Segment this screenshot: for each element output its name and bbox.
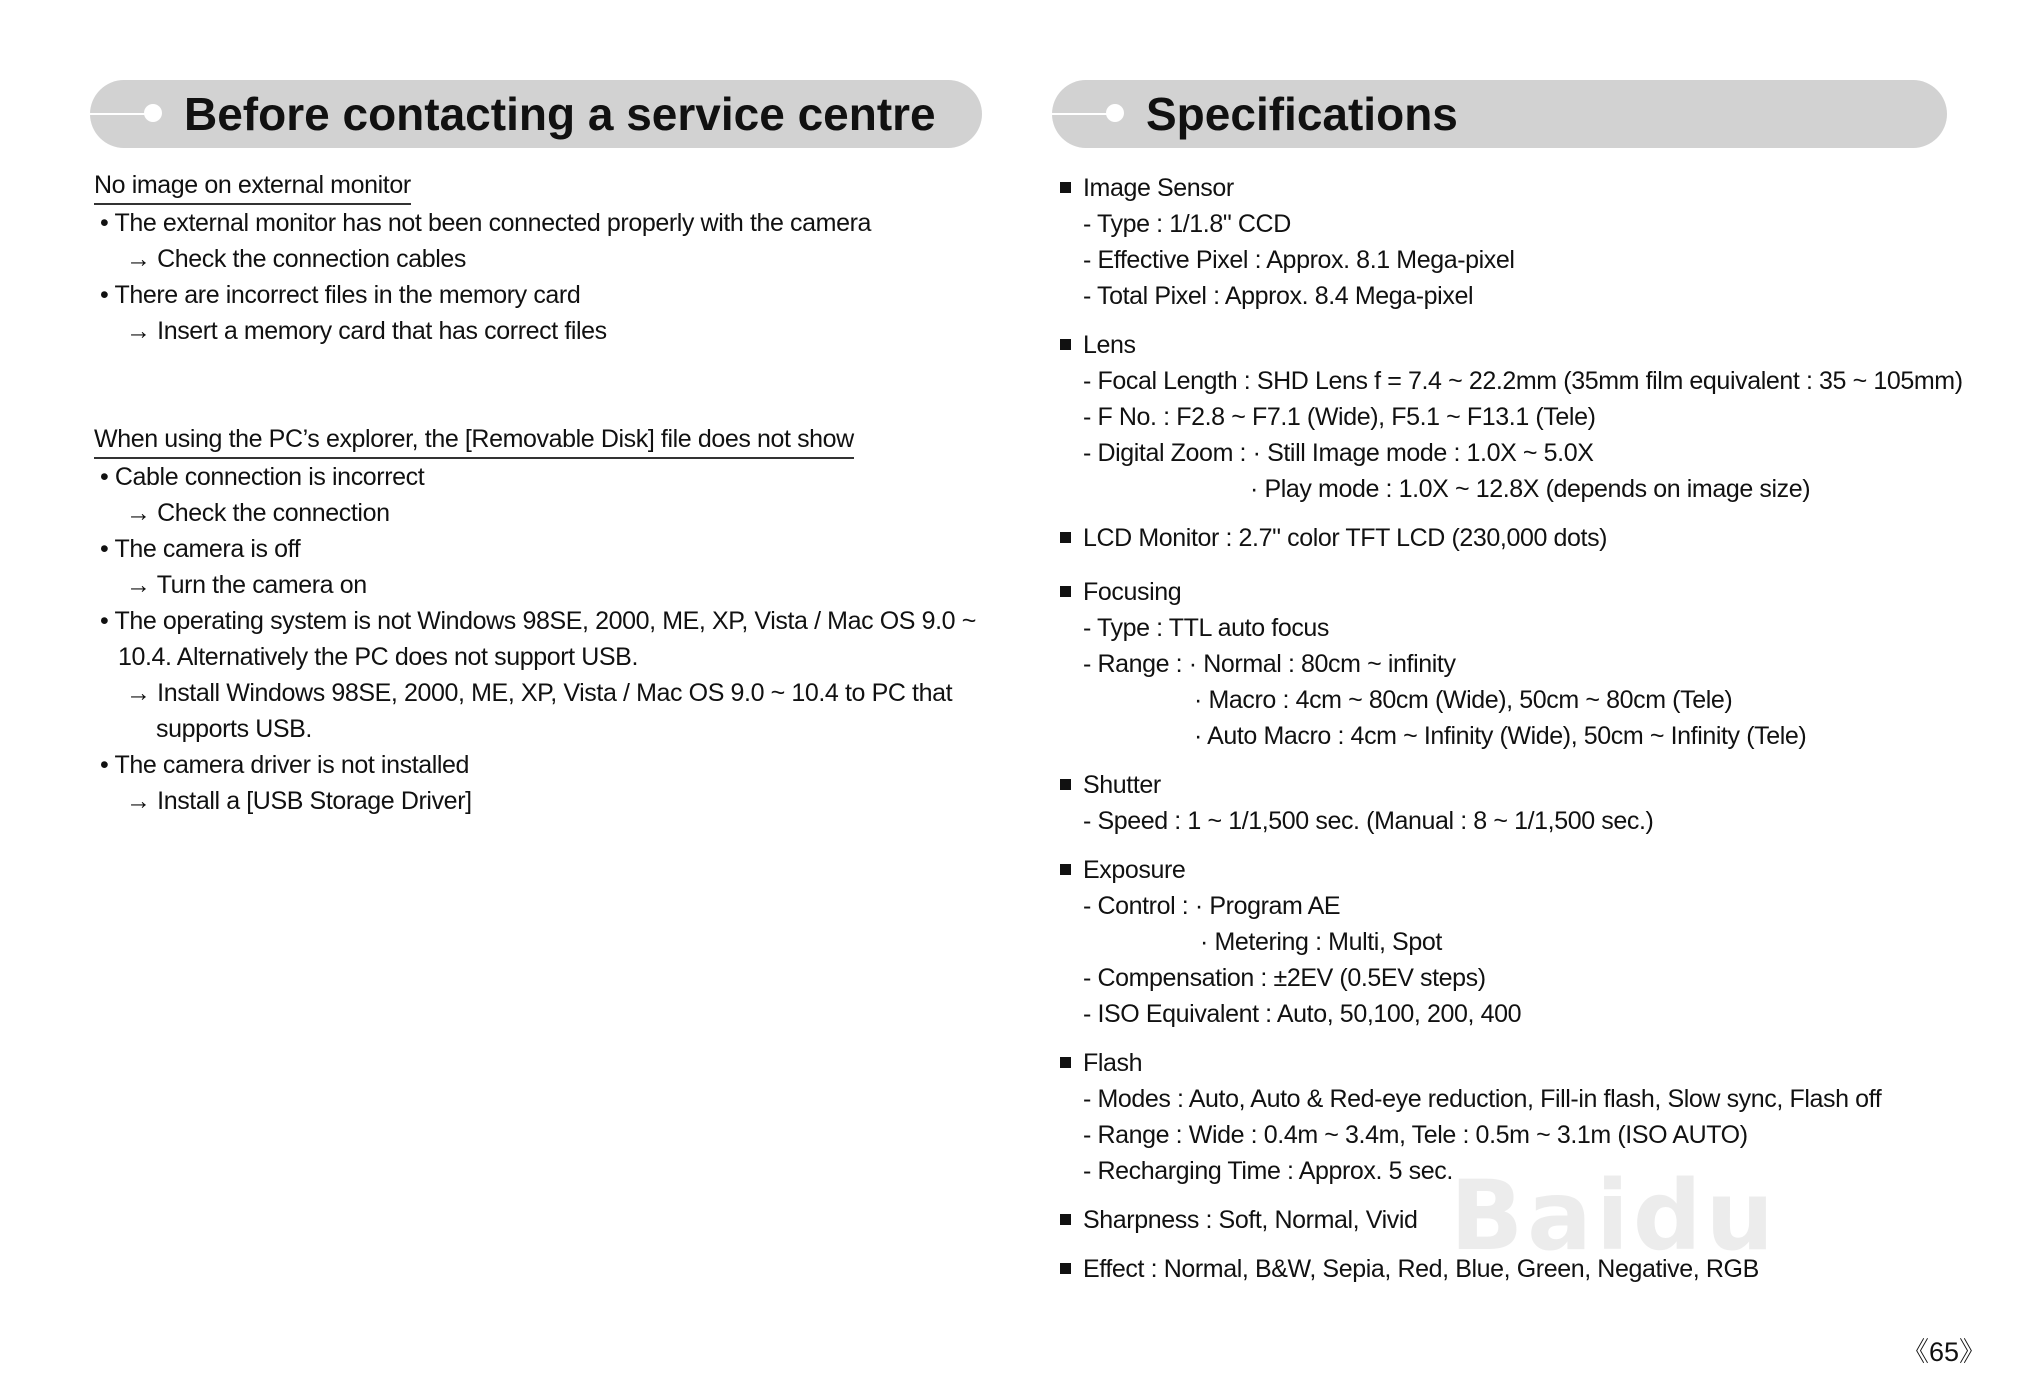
- troubleshoot-solution: → Install Windows 98SE, 2000, ME, XP, Vista / Mac OS 9.0 ~ 10.4 to PC that: [126, 679, 953, 707]
- left-header-title: Before contacting a service centre: [184, 88, 936, 140]
- troubleshoot-cause: • There are incorrect files in the memory card: [100, 281, 581, 309]
- square-bullet-icon: [1060, 1263, 1071, 1274]
- spec-line: - Total Pixel : Approx. 8.4 Mega-pixel: [1083, 282, 1474, 310]
- spec-line: - F No. : F2.8 ~ F7.1 (Wide), F5.1 ~ F13.1 (Tele): [1083, 403, 1596, 431]
- spec-line: - Effective Pixel : Approx. 8.1 Mega-pixel: [1083, 246, 1515, 274]
- troubleshoot-cause: • Cable connection is incorrect: [100, 463, 425, 491]
- troubleshoot-cause: • The external monitor has not been connected properly with the camera: [100, 209, 872, 237]
- spec-line-continued: · Metering : Multi, Spot: [1200, 928, 1442, 956]
- square-bullet-icon: [1060, 182, 1071, 193]
- spec-line: - Modes : Auto, Auto & Red-eye reduction, Fill-in flash, Slow sync, Flash off: [1083, 1085, 1882, 1113]
- spec-line: - Control : · Program AE: [1083, 892, 1341, 920]
- square-bullet-icon: [1060, 339, 1071, 350]
- spec-line: - Compensation : ±2EV (0.5EV steps): [1083, 964, 1486, 992]
- spec-title-exposure: Exposure: [1083, 856, 1186, 884]
- spec-line: - Digital Zoom : · Still Image mode : 1.0X ~ 5.0X: [1083, 439, 1594, 467]
- spec-line-continued: · Macro : 4cm ~ 80cm (Wide), 50cm ~ 80cm (Tele): [1194, 686, 1733, 714]
- troubleshoot-cause: • The camera is off: [100, 535, 301, 563]
- troubleshoot-cause: • The operating system is not Windows 98SE, 2000, ME, XP, Vista / Mac OS 9.0 ~: [100, 607, 976, 635]
- spec-line-continued: · Play mode : 1.0X ~ 12.8X (depends on image size): [1250, 475, 1811, 503]
- spec-title-focusing: Focusing: [1083, 578, 1182, 606]
- troubleshoot-solution: → Install a [USB Storage Driver]: [126, 787, 472, 815]
- spec-title-effect: Effect : Normal, B&W, Sepia, Red, Blue, Green, Negative, RGB: [1083, 1255, 1759, 1283]
- troubleshoot-solution: → Check the connection: [126, 499, 390, 527]
- spec-line: - Type : TTL auto focus: [1083, 614, 1330, 642]
- troubleshoot-title-removable-disk: When using the PC’s explorer, the [Removable Disk] file does not show: [94, 422, 854, 459]
- spec-line: - Focal Length : SHD Lens f = 7.4 ~ 22.2mm (35mm film equivalent : 35 ~ 105mm): [1083, 367, 1963, 395]
- spec-title-shutter: Shutter: [1083, 771, 1161, 799]
- troubleshoot-cause: • The camera driver is not installed: [100, 751, 470, 779]
- troubleshoot-title-external-monitor: No image on external monitor: [94, 168, 411, 205]
- troubleshoot-cause-continued: 10.4. Alternatively the PC does not support USB.: [118, 643, 638, 671]
- spec-title-sharpness: Sharpness : Soft, Normal, Vivid: [1083, 1206, 1418, 1234]
- square-bullet-icon: [1060, 1214, 1071, 1225]
- troubleshoot-solution: → Check the connection cables: [126, 245, 466, 273]
- spec-line: - Range : Wide : 0.4m ~ 3.4m, Tele : 0.5m ~ 3.1m (ISO AUTO): [1083, 1121, 1748, 1149]
- header-line-decoration: [1052, 113, 1108, 115]
- troubleshoot-solution-continued: supports USB.: [156, 715, 312, 743]
- header-dot-icon: [144, 104, 162, 122]
- spec-line: - Range : · Normal : 80cm ~ infinity: [1083, 650, 1456, 678]
- watermark-logo: Baidu: [1450, 1160, 1778, 1272]
- spec-line: - Recharging Time : Approx. 5 sec.: [1083, 1157, 1453, 1185]
- spec-line: - Speed : 1 ~ 1/1,500 sec. (Manual : 8 ~ 1/1,500 sec.): [1083, 807, 1654, 835]
- spec-title-lens: Lens: [1083, 331, 1136, 359]
- square-bullet-icon: [1060, 779, 1071, 790]
- square-bullet-icon: [1060, 1057, 1071, 1068]
- spec-line: - ISO Equivalent : Auto, 50,100, 200, 400: [1083, 1000, 1522, 1028]
- spec-title-flash: Flash: [1083, 1049, 1143, 1077]
- header-line-decoration: [90, 113, 146, 115]
- spec-line: - Type : 1/1.8" CCD: [1083, 210, 1291, 238]
- square-bullet-icon: [1060, 864, 1071, 875]
- troubleshoot-solution: → Insert a memory card that has correct files: [126, 317, 607, 345]
- right-section-header: [1052, 80, 1947, 148]
- troubleshoot-solution: → Turn the camera on: [126, 571, 367, 599]
- square-bullet-icon: [1060, 586, 1071, 597]
- spec-title-lcd-monitor: LCD Monitor : 2.7" color TFT LCD (230,000 dots): [1083, 524, 1608, 552]
- square-bullet-icon: [1060, 532, 1071, 543]
- left-section-header: [90, 80, 982, 148]
- spec-title-image-sensor: Image Sensor: [1083, 174, 1234, 202]
- header-dot-icon: [1106, 104, 1124, 122]
- spec-line-continued: · Auto Macro : 4cm ~ Infinity (Wide), 50cm ~ Infinity (Tele): [1194, 722, 1807, 750]
- page-number: 《65》: [1902, 1337, 1987, 1367]
- right-header-title: Specifications: [1146, 88, 1458, 140]
